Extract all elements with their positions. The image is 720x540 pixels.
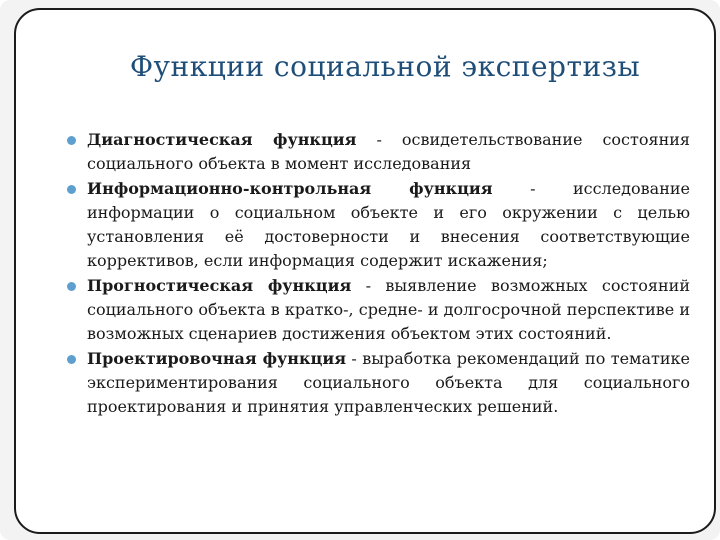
bullet-item-diagnostic bbox=[64, 128, 690, 176]
bullet-dot-icon bbox=[67, 136, 76, 145]
bullet-dot-icon bbox=[67, 185, 76, 194]
bullet-term: Прогностическая функция bbox=[87, 276, 352, 295]
slide-card bbox=[14, 8, 716, 534]
bullet-item-prognostic bbox=[64, 274, 690, 346]
bullet-separator: - bbox=[351, 276, 386, 295]
bullet-description: исследование информации о социальном объекте и его окружении с целью установления её достоверности и внесения соответствующие коррективов, если информация содержит искажения; bbox=[87, 179, 690, 270]
bullet-item-informational bbox=[64, 177, 690, 273]
bullet-separator: - bbox=[346, 349, 363, 368]
bullet-term: Диагностическая функция bbox=[87, 130, 357, 149]
bullet-separator: - bbox=[492, 179, 573, 198]
bullet-list bbox=[64, 128, 690, 420]
bullet-item-design bbox=[64, 347, 690, 419]
bullet-description: выработка рекомендаций по тематике экспериментирования социального объекта для социального проектирования и принятия управленческих решений. bbox=[87, 349, 691, 416]
bullet-description: выявление возможных состояний социального объекта в кратко-, средне- и долгосрочной перспективе и возможных сценариев достижения объектом этих состояний. bbox=[87, 276, 691, 343]
bullet-dot-icon bbox=[67, 355, 76, 364]
bullet-term: Информационно-контрольная функция bbox=[87, 179, 493, 198]
slide-title: Функции социальной экспертизы bbox=[129, 50, 641, 83]
bullet-separator: - bbox=[356, 130, 402, 149]
bullet-dot-icon bbox=[67, 282, 76, 291]
bullet-description: освидетельствование состояния социального объекта в момент исследования bbox=[87, 130, 691, 173]
bullet-term: Проектировочная функция bbox=[87, 349, 347, 368]
